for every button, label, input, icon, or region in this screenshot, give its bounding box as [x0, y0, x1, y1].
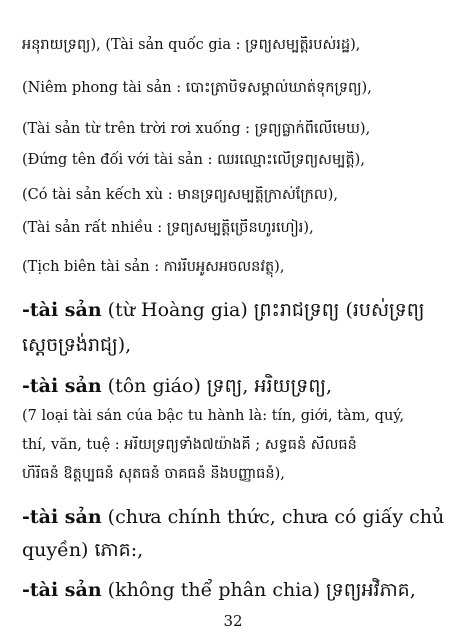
text-line-3: (Tài sản từ trên trời rơi xuống : ទ្រព្យធ្លាក់ពីលើមេឃ), [22, 121, 371, 137]
entry-indivisible-line-1 [22, 578, 452, 606]
entry-royal-line-1 [22, 298, 452, 326]
note-line-1: (7 loại tài sản của bậc tu hành là: tín, giới, tàm, quý, [22, 408, 405, 424]
entry-headword: -tài sản [22, 579, 102, 601]
entry-royal-line-2: ស្តេចទ្រង់រាជ្យ), [22, 334, 132, 356]
text-line-2: (Niêm phong tài sản : បោះត្រាបិទសម្គាល់ឃាត់ទុកទ្រព្យ), [22, 80, 372, 96]
text-line-1: អនុរាយទ្រព្យ), (Tài sản quốc gia : ទ្រព្យសម្បត្តិរបស់រដ្ឋ), [22, 37, 361, 53]
note-line-2: thí, văn, tuệ : អរិយទ្រព្យទាំង៧យ៉ាងគឺ ; សទ្ធធនំ សីលធនំ [22, 437, 357, 453]
entry-headword: -tài sản [22, 506, 102, 528]
entry-gloss: (không thể phân chia) ទ្រព្យអវិភាគ, [101, 579, 416, 601]
entry-headword: -tài sản [22, 375, 102, 397]
text-line-6: (Tài sản rất nhiều : ទ្រព្យសម្បត្តិច្រើនហូរហៀរ), [22, 220, 314, 236]
text-line-5: (Có tài sản kếch xù : មានទ្រព្យសម្បត្តិក្រាស់ក្រែល), [22, 187, 338, 203]
entry-headword: -tài sản [22, 299, 102, 321]
entry-gloss: (chưa chính thức, chưa có giấy chủ [101, 506, 445, 528]
text-line-7: (Tịch biên tài sản : ការរឹបអូសអចលនវត្ថុ), [22, 259, 285, 275]
entry-religion-line-1 [22, 374, 452, 402]
entry-gloss: (tôn giáo) ទ្រព្យ, អរិយទ្រព្យ, [101, 375, 333, 397]
entry-unofficial-line-1 [22, 506, 452, 528]
note-line-3: ហិរិធនំ ឱត្តប្បធនំ សុតធនំ ចាគធនំ និងបញ្ញាធនំ), [22, 466, 285, 482]
text-line-4: (Đứng tên đối với tài sản : ឈរឈ្មោះលើទ្រព្យសម្បត្តិ), [22, 152, 365, 168]
entry-unofficial-line-2: quyền) ភោគ:, [22, 539, 144, 561]
page-number: 32 [223, 612, 243, 630]
entry-gloss: (từ Hoàng gia) ព្រះរាជទ្រព្យ (របស់ទ្រព្យ [101, 299, 425, 321]
